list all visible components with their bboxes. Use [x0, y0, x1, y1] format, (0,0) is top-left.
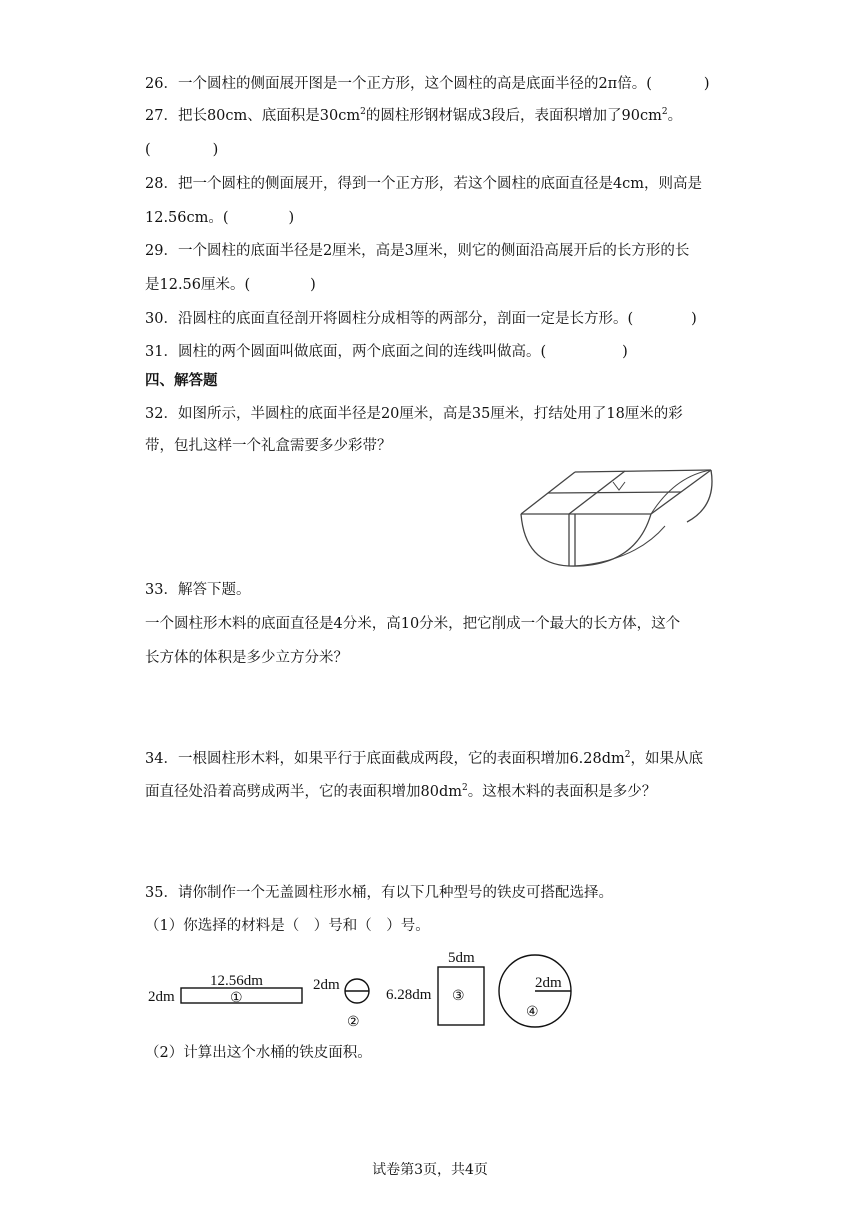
question-34-line2: 面直径处沿着高劈成两半，它的表面积增加$80dm^2$。这根木料的表面积是多少？ — [145, 783, 657, 800]
question-27: 27．把长80cm、底面积是$30cm^2$的圆柱形钢材锯成3段后，表面积增加了$90cm^2$。 — [145, 107, 683, 124]
material-4-radius-label: 2dm — [535, 975, 562, 991]
material-2-diameter-label: 2dm — [313, 977, 340, 993]
question-31: 31．圆柱的两个圆面叫做底面，两个底面之间的连线叫做高。( ) — [145, 344, 628, 360]
question-32-line2: 带，包扎这样一个礼盒需要多少彩带？ — [145, 438, 392, 454]
material-1-length-label: 12.56dm — [210, 973, 263, 989]
section-title: 四、解答题 — [145, 373, 218, 389]
question-29: 29．一个圆柱的底面半径是2厘米，高是3厘米，则它的侧面沿高展开后的长方形的长 — [145, 243, 690, 259]
material-3-width-label: 5dm — [448, 950, 475, 966]
material-3-number: ③ — [452, 989, 465, 1004]
question-28-line2: 12.56cm。( ) — [145, 210, 295, 226]
question-28: 28．把一个圆柱的侧面展开，得到一个正方形，若这个圆柱的底面直径是4cm，则高是 — [145, 176, 703, 192]
question-33-line3: 长方体的体积是多少立方分米？ — [145, 650, 348, 666]
question-32: 32．如图所示，半圆柱的底面半径是20厘米，高是35厘米，打结处用了18厘米的彩 — [145, 406, 683, 422]
question-30: 30．沿圆柱的底面直径剖开将圆柱分成相等的两部分，剖面一定是长方形。( ) — [145, 311, 697, 327]
question-35: 35．请你制作一个无盖圆柱形水桶，有以下几种型号的铁皮可搭配选择。 — [145, 885, 613, 901]
material-3-height-label: 6.28dm — [386, 987, 432, 1003]
question-26: 26．一个圆柱的侧面展开图是一个正方形，这个圆柱的高是底面半径的2π倍。( ) — [145, 76, 710, 92]
question-35-part2: （2）计算出这个水桶的铁皮面积。 — [145, 1045, 372, 1061]
material-4-number: ④ — [526, 1005, 539, 1020]
page-footer: 试卷第3页，共4页 — [372, 1162, 488, 1178]
question-33: 33．解答下题。 — [145, 582, 251, 598]
question-33-line2: 一个圆柱形木料的底面直径是4分米，高10分米，把它削成一个最大的长方体，这个 — [145, 616, 681, 632]
question-34: 34．一根圆柱形木料，如果平行于底面截成两段，它的表面积增加$6.28dm^2$，如果从底 — [145, 750, 703, 767]
question-35-part1: （1）你选择的材料是（ ）号和（ ）号。 — [145, 918, 430, 934]
material-1-number: ① — [230, 991, 243, 1006]
question-29-line2: 是12.56厘米。( ) — [145, 277, 316, 293]
materials-figure — [140, 948, 590, 1033]
material-2-number: ② — [347, 1015, 360, 1030]
material-1-height-label: 2dm — [148, 989, 175, 1005]
question-27-answer: ( ) — [145, 142, 219, 158]
half-cylinder-gift-box-figure — [515, 466, 720, 570]
